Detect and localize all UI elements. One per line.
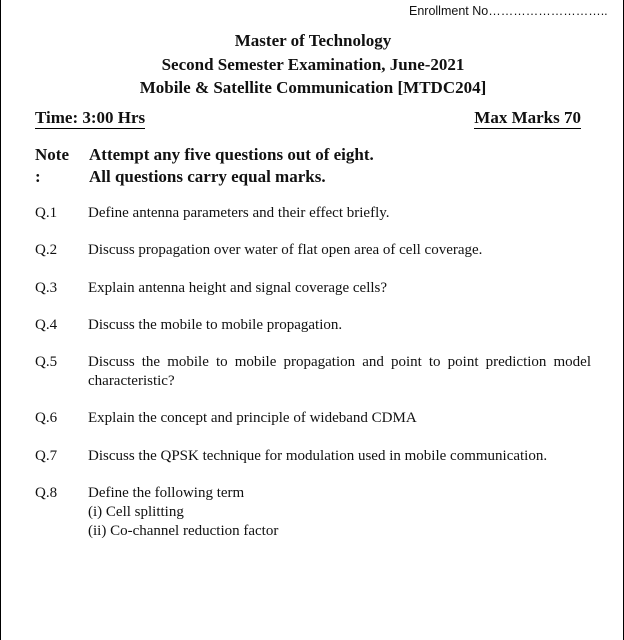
question-number: Q.4 — [35, 317, 58, 333]
max-marks-label: Max Marks 70 — [474, 108, 581, 127]
question-text: Discuss the QPSK technique for modulation used in mobile communication. — [88, 448, 548, 464]
time-label: Time: 3:00 Hrs — [35, 108, 146, 127]
question-number: Q.6 — [35, 410, 58, 426]
question-number: Q.5 — [35, 354, 58, 370]
question-text: Explain antenna height and signal coverage cells? — [88, 280, 388, 296]
sub-question-2: (ii) Co-channel reduction factor — [88, 523, 279, 539]
subject-title: Mobile & Satellite Communication [MTDC204] — [139, 78, 487, 97]
question-number: Q.1 — [35, 205, 58, 221]
exam-title: Second Semester Examination, June-2021 — [161, 55, 465, 74]
question-number: Q.3 — [35, 280, 58, 296]
degree-title: Master of Technology — [234, 31, 392, 50]
question-number: Q.2 — [35, 242, 58, 258]
question-text: Discuss propagation over water of flat open area of cell coverage. — [88, 242, 483, 258]
note-line-1: Attempt any five questions out of eight. — [89, 145, 374, 164]
question-number: Q.8 — [35, 485, 58, 501]
exam-meta — [35, 108, 581, 129]
question-text: Discuss the mobile to mobile propagation and point to point prediction model characteristic? — [88, 354, 591, 389]
question-number: Q.7 — [35, 448, 58, 464]
note-label: Note : — [35, 145, 69, 186]
note-line-2: All questions carry equal marks. — [89, 167, 326, 186]
question-text: Explain the concept and principle of wideband CDMA — [88, 410, 417, 426]
sub-question-1: (i) Cell splitting — [88, 504, 184, 520]
question-text: Discuss the mobile to mobile propagation. — [88, 317, 343, 333]
question-text: Define the following term — [88, 485, 245, 501]
question-body — [88, 484, 591, 541]
enrollment-number-label: Enrollment No……………………….. — [409, 4, 608, 18]
question-text: Define antenna parameters and their effect briefly. — [88, 205, 390, 221]
